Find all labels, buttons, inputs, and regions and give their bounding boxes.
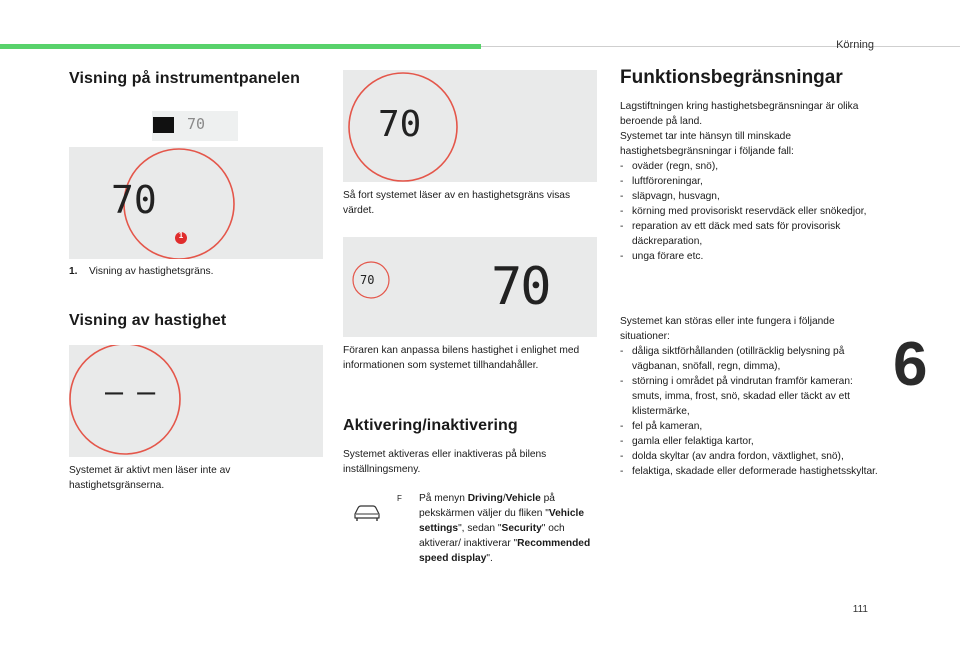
list-item: - gamla eller felaktiga kartor,	[620, 434, 882, 449]
instr-t3: på pekskärmen väljer du fliken "	[419, 493, 555, 519]
instr-t2: /	[502, 493, 506, 504]
read-dial-value: 70	[378, 104, 422, 145]
limitations-list-1	[620, 159, 882, 264]
black-segment	[153, 117, 174, 133]
limitations-p3: Systemet kan störas eller inte fungera i följande situationer:	[620, 316, 835, 342]
section-name: Körning	[836, 39, 874, 51]
limitations-p1: Lagstiftningen kring hastighetsbegränsningar är olika beroende på land.	[620, 101, 859, 127]
activation-text: Systemet aktiveras eller inaktiveras på bilens inställningsmeny.	[343, 449, 547, 475]
caption-row	[69, 264, 323, 279]
list-item: - störning i området på vindrutan framför kameran: smuts, imma, frost, snö, skadad eller täckt av ett klistermärke,	[620, 374, 882, 419]
header-rule	[481, 46, 960, 47]
instr-security: Security	[501, 523, 542, 534]
list-item: - körning med provisoriskt reservdäck eller snökedjor,	[620, 204, 882, 219]
chapter-number: 6	[893, 330, 928, 399]
caption-num: 1.	[69, 266, 78, 277]
list-item: - oväder (regn, snö),	[620, 159, 882, 174]
big-speed-value: 70	[491, 257, 550, 317]
page-number: 111	[852, 604, 868, 615]
read-text: Så fort systemet läser av en hastighetsgräns visas värdet.	[343, 190, 571, 216]
dashboard-panel	[69, 147, 323, 259]
callout-number: 1	[178, 231, 184, 240]
list-item: - dolda skyltar (av andra fordon, växtlighet, snö),	[620, 449, 882, 464]
instr-t1: På menyn	[419, 493, 468, 504]
instr-vehicle: Vehicle	[505, 493, 541, 504]
small-sign-svg	[343, 237, 597, 337]
limitations-p2: Systemet tar inte hänsyn till minskade hastighetsbegränsningar i följande fall:	[620, 131, 794, 157]
caption-text: Visning av hastighetsgräns.	[89, 266, 214, 277]
instr-driving: Driving	[467, 493, 503, 504]
adapt-panel	[343, 237, 597, 337]
speed-panel	[69, 345, 323, 457]
instr-t4: ", sedan "	[458, 523, 502, 534]
adapt-text: Föraren kan anpassa bilens hastighet i enlighet med informationen som systemet tillhandahåller.	[343, 345, 580, 371]
instruction-block	[397, 491, 595, 566]
small-cluster-display	[152, 111, 238, 141]
instruction-bullet: F	[397, 494, 402, 503]
limitations-block-1	[620, 99, 882, 264]
limitations-block-2	[620, 314, 882, 479]
instr-t6: ".	[486, 553, 493, 564]
list-item: - luftföroreningar,	[620, 174, 882, 189]
instr-t5: " och aktiverar/ inaktiverar "	[419, 523, 565, 549]
active-text: Systemet är aktivt men läser inte av hastighetsgränserna.	[69, 465, 231, 491]
instr-recommended: Recommended speed display	[419, 538, 591, 564]
limitations-list-2	[620, 344, 882, 479]
list-item: - dåliga siktförhållanden (otillräcklig belysning på vägbanan, snöfall, regn, dimma),	[620, 344, 882, 374]
heading-dashboard: Visning på instrumentpanelen	[69, 70, 300, 87]
speed-ring-svg	[69, 147, 323, 259]
list-item: - felaktiga, skadade eller deformerade hastighetsskyltar.	[620, 464, 882, 479]
small-display-value: 70	[187, 115, 206, 133]
header-accent-bar	[0, 44, 481, 49]
car-icon	[352, 503, 382, 525]
reading-panel	[343, 70, 597, 182]
instr-vehicle-settings: Vehicle settings	[419, 508, 585, 534]
dial-value: 70	[111, 178, 157, 222]
heading-limitations: Funktionsbegränsningar	[620, 67, 843, 88]
list-item: - fel på kameran,	[620, 419, 882, 434]
heading-activation: Aktivering/inaktivering	[343, 417, 518, 434]
heading-speed: Visning av hastighet	[69, 312, 227, 329]
list-item: - unga förare etc.	[620, 249, 882, 264]
instruction-text	[419, 491, 595, 566]
list-item: - släpvagn, husvagn,	[620, 189, 882, 204]
small-sign-value: 70	[360, 273, 375, 287]
dash-value: – –	[105, 375, 154, 410]
list-item: - reparation av ett däck med sats för provisorisk däckreparation,	[620, 219, 882, 249]
